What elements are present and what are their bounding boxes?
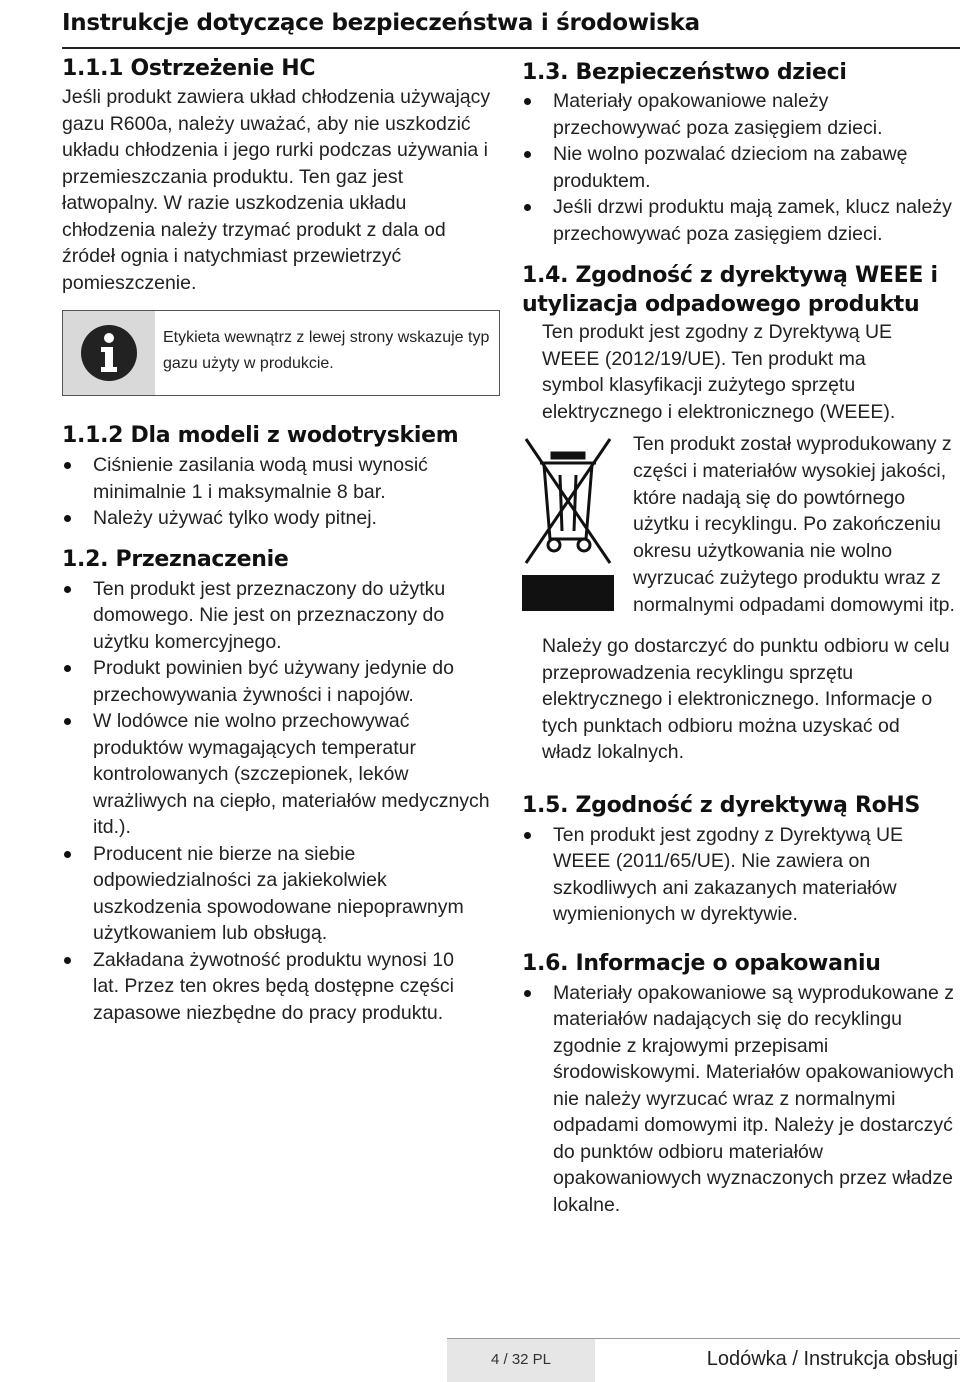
right-column — [522, 55, 960, 1218]
list-item: Materiały opakowaniowe należy przechowywać poza zasięgiem dzieci. — [522, 88, 960, 141]
weee-collection-text: Należy go dostarczyć do punktu odbioru w celu przeprowadzenia recyklingu sprzętu elektrycznego i elektronicznego. Informacje o tych punktach odbioru można uzyskać od władz lokalnych. — [542, 635, 950, 763]
section-heading-intended-use: 1.2. Przeznaczenie — [62, 546, 289, 572]
list-item: Ten produkt jest zgodny z Dyrektywą UE WEEE (2011/65/UE). Nie zawiera on szkodliwych ani zakazanych materiałów wymienionych w dyrektywie. — [522, 822, 960, 928]
section-heading-water-dispenser: 1.1.2 Dla modeli z wodotryskiem — [62, 423, 459, 448]
section-heading-weee: 1.4. Zgodność z dyrektywą WEEE i utylizacja odpadowego produktu — [522, 263, 938, 317]
document-title: Lodówka / Instrukcja obsługi — [706, 1348, 958, 1370]
section-heading-hc-warning: 1.1.1 Ostrzeżenie HC — [62, 56, 316, 81]
page-title: Instrukcje dotyczące bezpieczeństwa i środowiska — [62, 10, 700, 36]
section-heading-rohs: 1.5. Zgodność z dyrektywą RoHS — [522, 792, 921, 818]
weee-description: Ten produkt został wyprodukowany z części i materiałów wysokiej jakości, które nadają się do powtórnego użytku i recyklingu. Po zakończeniu okresu użytkowania nie wolno wyrzucać zużytego produktu wraz z normalnymi odpadami domowymi itp. — [633, 433, 955, 616]
info-icon — [63, 311, 155, 395]
footer-divider — [447, 1338, 960, 1339]
list-item: Producent nie bierze na siebie odpowiedzialności za jakiekolwiek uszkodzenia spowodowane niepoprawnym użytkowaniem lub obsługą. — [62, 841, 502, 947]
info-note-text: Etykieta wewnątrz z lewej strony wskazuje typ gazu użyty w produkcie. — [163, 329, 490, 372]
list-item: Produkt powinien być używany jedynie do przechowywania żywności i napojów. — [62, 655, 502, 708]
section-heading-packaging: 1.6. Informacje o opakowaniu — [522, 950, 881, 976]
left-column — [62, 55, 502, 1026]
water-dispenser-list — [62, 452, 462, 532]
intended-use-list — [62, 576, 502, 1027]
child-safety-list — [522, 88, 960, 247]
list-item: Zakładana żywotność produktu wynosi 10 lat. Przez ten okres będą dostępne części zapasowe niezbędne do pracy produktu. — [62, 947, 502, 1027]
info-note-box — [62, 310, 500, 396]
list-item: Nie wolno pozwalać dzieciom na zabawę produktem. — [522, 141, 960, 194]
rohs-list — [522, 822, 960, 928]
section-heading-child-safety: 1.3. Bezpieczeństwo dzieci — [522, 60, 847, 85]
list-item: Ciśnienie zasilania wodą musi wynosić minimalnie 1 i maksymalnie 8 bar. — [62, 452, 462, 505]
list-item: Jeśli drzwi produktu mają zamek, klucz należy przechowywać poza zasięgiem dzieci. — [522, 194, 960, 247]
weee-block — [522, 431, 960, 633]
weee-intro-text: Ten produkt jest zgodny z Dyrektywą UE WEEE (2012/19/UE). Ten produkt ma symbol klasyfikacji zużytego sprzętu elektrycznego i elektronicznego (WEEE). — [542, 321, 896, 423]
page-number: 4 / 32 PL — [490, 1351, 552, 1368]
header-divider — [62, 47, 960, 49]
list-item: W lodówce nie wolno przechowywać produktów wymagających temperatur kontrolowanych (szczepionek, leków wrażliwych na ciepło, materiałów medycznych itd.). — [62, 708, 502, 841]
list-item: Ten produkt jest przeznaczony do użytku domowego. Nie jest on przeznaczony do użytku komercyjnego. — [62, 576, 502, 656]
list-item: Materiały opakowaniowe są wyprodukowane z materiałów nadających się do recyklingu zgodnie z krajowymi przepisami środowiskowymi. Materiałów opakowaniowych nie należy wyrzucać wraz z normalnymi odpadami domowymi itp. Należy je dostarczyć do punktów odbioru materiałów opakowaniowych wyznaczonych przez władze lokalne. — [522, 980, 960, 1219]
crossed-out-bin-icon — [522, 435, 614, 627]
packaging-list — [522, 980, 960, 1219]
list-item: Należy używać tylko wody pitnej. — [62, 505, 462, 532]
hc-warning-text: Jeśli produkt zawiera układ chłodzenia używający gazu R600a, należy uważać, aby nie uszkodzić układu chłodzenia i jego rurki podczas używania i przemieszczania produktu. Ten gaz jest łatwopalny. W razie uszkodzenia układu chłodzenia należy trzymać produkt z dala od źródeł ognia i natychmiast przewietrzyć pomieszczenie. — [62, 86, 491, 294]
